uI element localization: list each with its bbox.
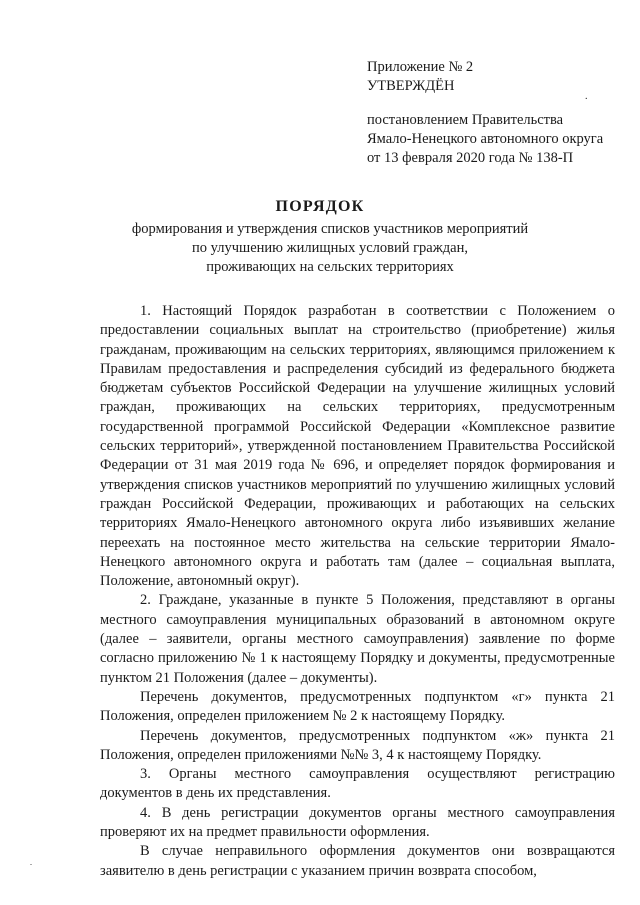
approved-stamp: УТВЕРЖДЁН xyxy=(367,78,455,94)
paragraph-1: 1. Настоящий Порядок разработан в соответствии с Положением о предоставлении социальных выплат на строительство (приобретение) жилья гражданам, проживающим на сельских территориях, являющимся приложением к Правилам предоставления и распределения субсидий из федерального бюджета бюджетам субъектов Российской Федерации на улучшение жилищных условий граждан, проживающих на сельских территориях, предусмотренным государственной программой Российской Федерации «Комплексное развитие сельских территорий», утвержденной постановлением Правительства Российской Федерации от 31 мая 2019 года № 696, и определяет порядок формирования и утверждения списков участников мероприятий по улучшению жилищных условий граждан Российской Федерации, проживающих и работающих на сельских территориях Ямало-Ненецкого автономного округа либо изъявивших желание переехать на постоянное место жительства на сельские территории Ямало-Ненецкого автономного округа и работать там (далее – социальная выплата, Положение, автономный округ). xyxy=(100,303,615,590)
appendix-number: Приложение № 2 xyxy=(367,59,474,75)
paragraph-2: 2. Граждане, указанные в пункте 5 Положения, представляют в органы местного самоуправления муниципальных образований в автономном округе (далее – заявители, органы местного самоуправления) заявление по форме согласно приложению № 1 к настоящему Порядку и документы, предусмотренные пунктом 21 Положения (далее – документы). xyxy=(100,592,615,686)
document-subtitle xyxy=(120,220,540,277)
document-body xyxy=(100,302,615,881)
paragraph-4-return: В случае неправильного оформления документов они возвращаются заявителю в день регистрации с указанием причин возврата способом, xyxy=(100,843,615,879)
paragraph-2-list-g: Перечень документов, предусмотренных подпунктом «г» пункта 21 Положения, определен приложением № 2 к настоящему Порядку. xyxy=(100,688,615,725)
paragraph-4: 4. В день регистрации документов органы местного самоуправления проверяют их на предмет правильности оформления. xyxy=(100,804,615,841)
resolution-date-number: от 13 февраля 2020 года № 138-П xyxy=(367,150,574,166)
scan-dot-mark: . xyxy=(585,91,588,102)
subtitle-line: проживающих на сельских территориях xyxy=(206,259,454,275)
region-line: Ямало-Ненецкого автономного округа xyxy=(367,131,604,147)
paragraph-3: 3. Органы местного самоуправления осуществляют регистрацию документов в день их представления. xyxy=(100,766,615,802)
subtitle-line: по улучшению жилищных условий граждан, xyxy=(192,240,468,256)
scan-corner-dot: . xyxy=(30,858,32,867)
paragraph-2-list-zh: Перечень документов, предусмотренных подпунктом «ж» пункта 21 Положения, определен приложениями №№ 3, 4 к настоящему Порядку. xyxy=(100,727,615,763)
approval-block xyxy=(367,58,627,168)
document-title: ПОРЯДОК xyxy=(275,198,365,215)
subtitle-line: формирования и утверждения списков участников мероприятий xyxy=(131,221,529,237)
resolution-line: постановлением Правительства xyxy=(367,112,564,128)
